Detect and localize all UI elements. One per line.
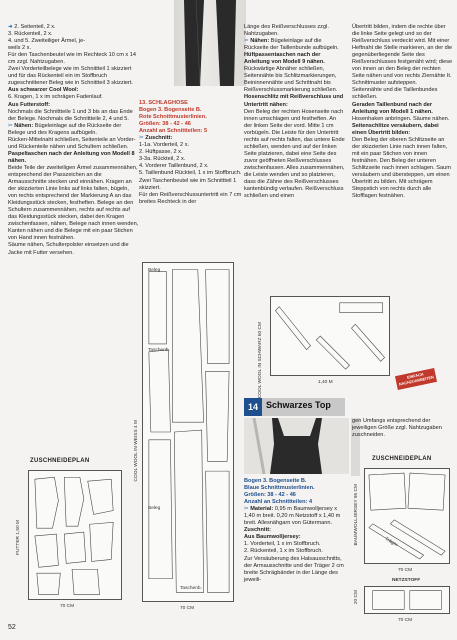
paragraph: Rückwärtige Abnäher schließen, Seitennähte bis Schlitzmarkierungen, Beininnennähte und Schrittnaht bis Reißverschlussmarkierung schließen.	[244, 66, 338, 94]
list-item: 6. Kragen, 1 x im schrägen Fadenlauf.	[8, 94, 103, 101]
list-item: 5. Taillenbund Rückteil, 1 x im Stoffbruch.	[139, 170, 242, 177]
sizes: Größen: 38 - 42 - 46	[139, 121, 191, 128]
subheading: Paspeltaschen nach der Anleitung von Modell 8 nähen.	[8, 150, 135, 164]
column-2: 13. SCHLAGHOSE Bogen 3. Bogenseite B. Rote Schnittmusterlinien. Größen: 38 - 42 - 46 Anzahl an Schnittteilen: 5 ✂ Zuschnitt: 1-1a. Vorderteil, 2 x. 2. Hüftpasse, 2 x. 3-3a. Rückteil, 2 x. 4. Vorderer Taillenbund, 2 x. 5. Taillenbund Rückteil, 1 x im Stoffbruch. Zwei Taschenbeutel wie im Schnittteil 1 skizziert. Für den Reißverschlussuntertritt ein 7 cm breites Rechteck in der	[139, 100, 253, 206]
pattern-pieces-jersey	[365, 469, 449, 563]
paragraph: Nochmals die Schnittteile 1 und 3 bis an das Ende der Belege. Nochmals die Schnittteile 2, 4 und 5.	[8, 108, 133, 122]
subheading: Aus Futterstoff:	[8, 101, 50, 108]
paragraph: Zwei Taschenbeutel wie im Schnittteil 1 skizziert.	[139, 177, 237, 191]
paragraph: Säume nähen, Schulterpolster einsetzen und die Jacke mit Futter versehen.	[8, 242, 129, 256]
list-item: 3-3a. Rückteil, 2 x.	[139, 156, 186, 163]
paragraph: Übertritt bilden, indem die rechte über die linke Seite gelegt und so der Reißverschluss verdeckt wird. Mit einer Heftnaht die Stelle markieren, an der die gegenüberliegende Seite des Reißverschlusses festgenäht wird; diese von innen an den Beleg der rechten Seite nähen und von rechts Ziernähte It. Schnittmuster aufsteppen.	[352, 24, 453, 87]
pattern-pieces-lining	[29, 471, 121, 599]
pattern-sheet: Bogen 3. Bogenseite B.	[244, 478, 307, 484]
paragraph: Hosenhaken anbringen. Säume nähen.	[352, 115, 450, 122]
paragraph: Seitennähte und die Taillenbundes schließen.	[352, 87, 438, 101]
pattern-lines: Rote Schnittmusterlinien.	[139, 114, 207, 121]
pattern-label: Träger	[383, 536, 399, 549]
trousers-photo-illustration	[174, 0, 246, 86]
paragraph: Zur Versäuberung des Halsausschnitts, der Armausschnitte und der Träger 2 cm breite Schrägbänder in der Länge des jeweili-	[244, 555, 344, 583]
pattern-pieces-mesh	[365, 587, 449, 613]
paragraph: Zwei Vorderteilbelege wie im Schnittteil 1 skizziert und für das Rückenteil ein im Stoffbruch zugeschnittener Beleg wie in Schnittteil 3 skizziert.	[8, 66, 133, 87]
paragraph: Bügeleinlage auf die Rückseite der Belege und des Kragens aufbügeln.	[8, 122, 122, 136]
cutting-plan-mesh	[364, 586, 450, 614]
paragraph: gen Umfangs entsprechend der jeweiligen Größe zzgl. Nahtzugaben zuschneiden.	[352, 418, 442, 439]
fabric-length-label: FUTTER 1,50 M	[16, 520, 21, 555]
pattern-pieces-waistband	[271, 297, 389, 375]
pattern-label: Beleg	[148, 268, 161, 273]
sizes: Größen: 38 - 42 - 46	[244, 492, 296, 499]
paragraph: Länge des Reißverschlusses zzgl. Nahtzugaben.	[244, 24, 329, 38]
paragraph: Beide Teile der zweiteiligen Ärmel zusammennähen, entsprechend der Passzeichen an die Armausschnitte stecken und einnähen. Kragen an der skizzierten Linie links auf links falten, bügeln, von rechts entsprechend der Markierung A an das Kleidungsstück stecken, festheften. Belege an den Schultern zusammennähen, rechts auf rechts auf das Kleidungsstück stecken, dabei den Kragen zwischenfassen, nähen, Belege nach innen wenden, Kanten nähen und die Belege mit ein paar Stichen von Hand innen festnähen.	[8, 164, 139, 242]
list-item: 4. und 5. Zweiteiliger Ärmel, je-	[8, 38, 86, 45]
list-item: 4. Vorderer Taillenbund, 2 x.	[139, 163, 209, 170]
paragraph: Den Beleg der oberen Schlitzseite an der skizzierten Linie nach innen falten, mit ein paar Stichen von innen festnähen. Den Beleg der unteren Schlitzseite nach innen schlagen. Saum versäubern und übersteppen, um einen Übertritt zu bilden. Mit schrägem Steppstich von rechts durch alle Stofflagen festnähen.	[352, 136, 451, 200]
subheading: Aus schwarzer Cool Wool:	[8, 87, 79, 94]
piece-count: Anzahl an Schnittteilen: 5	[139, 128, 208, 135]
paragraph: Rücken-Mittelnaht schließen, Seitenteile an Vorder- und Rückenteile nähen und Schultern schließen.	[8, 136, 136, 150]
mesh-label: NETZSTOFF	[392, 578, 421, 583]
paragraph: 0,95 m Baumwolljersey x 1,40 m breit. 0,20 m Netzstoff x 1,40 m breit. Allesnähgarn von Gütermann.	[244, 506, 341, 527]
fabric-width-label: 70 CM	[398, 618, 413, 623]
list-item: 1. Vorderteil, 1 x im Stoffbruch.	[244, 541, 321, 548]
cutting-plan-heading: ZUSCHNEIDEPLAN	[372, 456, 432, 462]
fabric-length-label: COOL WOOL IN SCHWARZ 60 CM	[258, 322, 263, 399]
paragraph: Bügeleinlage auf die Rückseite der Taillenbunde aufbügeln.	[244, 38, 339, 52]
cutting-plan-trousers	[142, 262, 234, 602]
list-item: 1-1a. Vorderteil, 2 x.	[139, 142, 190, 149]
subheading: Nähen:	[250, 38, 270, 45]
subheading: Aus Baumwolljersey:	[244, 534, 301, 541]
fabric-length-label: BAUMWOLLJERSEY 95 CM	[354, 484, 359, 546]
pattern-label: Beleg	[148, 506, 161, 511]
list-item: 2. Seitenteil, 2 x.	[14, 24, 56, 30]
pattern-sheet: Bogen 3. Bogenseite B.	[139, 107, 202, 114]
mesh-length-label: 20 CM	[354, 590, 359, 605]
list-item: 2. Hüftpasse, 2 x.	[139, 149, 183, 156]
pattern-lines: Blaue Schnittmusterlinien.	[244, 485, 315, 492]
section-title: 13. SCHLAGHOSE	[139, 100, 188, 106]
list-item: 3. Rückenteil, 2 x.	[8, 31, 53, 38]
paragraph: Den Beleg der rechten Hosenseite nach innen umschlagen und festheften. An der linken Seite der vord. Mitte 1 cm vorbügeln. Die Leiste für den Untertritt rechts auf rechts falten, das untere Ende schließen, wenden und auf der linken Seite platzieren, dabei eine Seite des zuvor geöffneten Reißverschlusses zwischenfassen. Alles zusammennähen, die Leiste wenden und so platzieren, dass die Zähne des Reißverschlusses kantenbündig verlaufen. Reißverschluss schließen und einen	[244, 108, 345, 200]
cutting-plan-jersey	[364, 468, 450, 564]
fabric-length-label: COOL WOOL IN WEISS 4 M	[134, 420, 139, 482]
easy-badge: EINFACH NACHZUARBEITEN	[395, 368, 437, 390]
pattern-pieces-trousers	[143, 263, 233, 601]
fabric-width-label: 70 CM	[398, 568, 413, 573]
subheading: Zuschnitt:	[145, 135, 173, 142]
column-4	[352, 24, 453, 200]
page-number: 52	[8, 624, 16, 631]
section-title: Schwarzes Top	[266, 400, 331, 410]
subheading: Nähen:	[14, 122, 34, 129]
fabric-width-label: 70 CM	[60, 604, 75, 609]
subheading: Seitenschlitze versäubern, dabei einen Übertritt bilden:	[352, 122, 439, 136]
cutting-plan-lining	[28, 470, 122, 600]
cutting-plan-heading: ZUSCHNEIDEPLAN	[30, 458, 90, 464]
subheading: Hüftpassentaschen nach der Anleitung von Modell 9 nähen.	[244, 52, 325, 66]
subheading: Hosenschlitz mit Reißverschluss und Untertritt nähen:	[244, 94, 344, 108]
fabric-width-label: 70 CM	[180, 606, 195, 611]
list-item: 2. Rückenteil, 1 x im Stoffbruch.	[244, 548, 323, 555]
section-number: 14	[244, 398, 262, 416]
list-item: weils 2 x.	[8, 45, 32, 52]
pattern-label: Taschenb.	[148, 348, 170, 353]
column-4-lower	[352, 418, 453, 439]
fabric-width-label: 1,40 M	[318, 380, 333, 385]
pattern-label: Taschenb.	[180, 586, 202, 591]
paragraph: Für den Taschenbeutel wie im Rechteck 10 cm x 14 cm zzgl. Nahtzugaben.	[8, 52, 136, 66]
paragraph: Für den Reißverschlussuntertritt ein 7 cm breites Rechteck in der	[139, 191, 242, 205]
column-3: Länge des Reißverschlusses zzgl. Nahtzugaben. ✂ Nähen: Bügeleinlage auf die Rückseite der Taillenbunde aufbügeln. Hüftpassentaschen nach der Anleitung von Modell 9 nähen. Rückwärtige Abnäher schließen, Seitennähte bis Schlitzmarkierungen, Beininnennähte und Schrittnaht bis Reißverschlussmarkierung schließen. Hosenschlitz mit Reißverschluss und Untertritt nähen: Den Beleg der rechten Hosenseite nach innen umschlagen und festheften. An der linken Seite der vord. Mitte 1 cm vorbügeln. Die Leiste für den Untertritt rechts auf rechts falten, das untere Ende schließen, wenden und auf der linken Seite platzieren, dabei eine Seite des zuvor geöffneten Reißverschlusses zwischenfassen. Alles zusammennähen, die Leiste wenden und so platzieren, dass die Zähne des Reißverschlusses kantenbündig verlaufen. Reißverschluss schließen und einen	[244, 24, 345, 200]
column-3-lower: Bogen 3. Bogenseite B. Blaue Schnittmusterlinien. Größen: 38 - 42 - 46 Anzahl an Schnittteilen: 4 ✂ Material: 0,95 m Baumwolljersey x 1,40 m breit. 0,20 m Netzstoff x 1,40 m breit. Allesnähgarn von Gütermann. Zuschnitt: Aus Baumwolljersey: 1. Vorderteil, 1 x im Stoffbruch. 2. Rückenteil, 1 x im Stoffbruch. Zur Versäuberung des Halsausschnitts, der Armausschnitte und der Träger 2 cm breite Schrägbänder in der Länge des jeweili-	[244, 478, 349, 584]
column-1: ➜ 2. Seitenteil, 2 x. 3. Rückenteil, 2 x. 4. und 5. Zweiteiliger Ärmel, je- weils 2 x. Für den Taschenbeutel wie im Rechteck 10 cm x 14 cm zzgl. Nahtzugaben. Zwei Vorderteilbelege wie im Schnittteil 1 skizziert und für das Rückenteil ein im Stoffbruch zugeschnittener Beleg wie in Schnittteil 3 skizziert. Aus schwarzer Cool Wool: 6. Kragen, 1 x im schrägen Fadenlauf. Aus Futterstoff: Nochmals die Schnittteile 1 und 3 bis an das Ende der Belege. Nochmals die Schnittteile 2, 4 und 5. ✂ Nähen: Bügeleinlage auf die Rückseite der Belege und des Kragens aufbügeln. Rücken-Mittelnaht schließen, Seitenteile an Vorder- und Rückenteile nähen und Schultern schließen. Paspeltaschen nach der Anleitung von Modell 8 nähen. Beide Teile der zweiteiligen Ärmel zusammennähen, entsprechend der Passzeichen an die Armausschnitte stecken und einnähen. Kragen an der skizzierten Linie links auf links falten, bügeln, von rechts entsprechend der Markierung A an das Kleidungsstück stecken, festheften. Belege an den Schultern zusammennähen, rechts auf rechts auf das Kleidungsstück stecken, dabei den Kragen zwischenfassen, nähen, Belege nach innen wenden, Kanten nähen und die Belege mit ein paar Stichen von Hand innen festnähen. Säume nähen, Schulterpolster einsetzen und die Jacke mit Futter versehen.	[8, 24, 139, 256]
subheading: Geraden Taillenbund nach der Anleitung von Modell 1 nähen.	[352, 101, 433, 115]
subheading: Zuschnitt:	[244, 527, 272, 534]
top-photo-illustration	[244, 418, 349, 474]
subheading: Material:	[250, 506, 274, 513]
cutting-plan-waistband	[270, 296, 390, 376]
piece-count: Anzahl an Schnittteilen: 4	[244, 499, 313, 506]
